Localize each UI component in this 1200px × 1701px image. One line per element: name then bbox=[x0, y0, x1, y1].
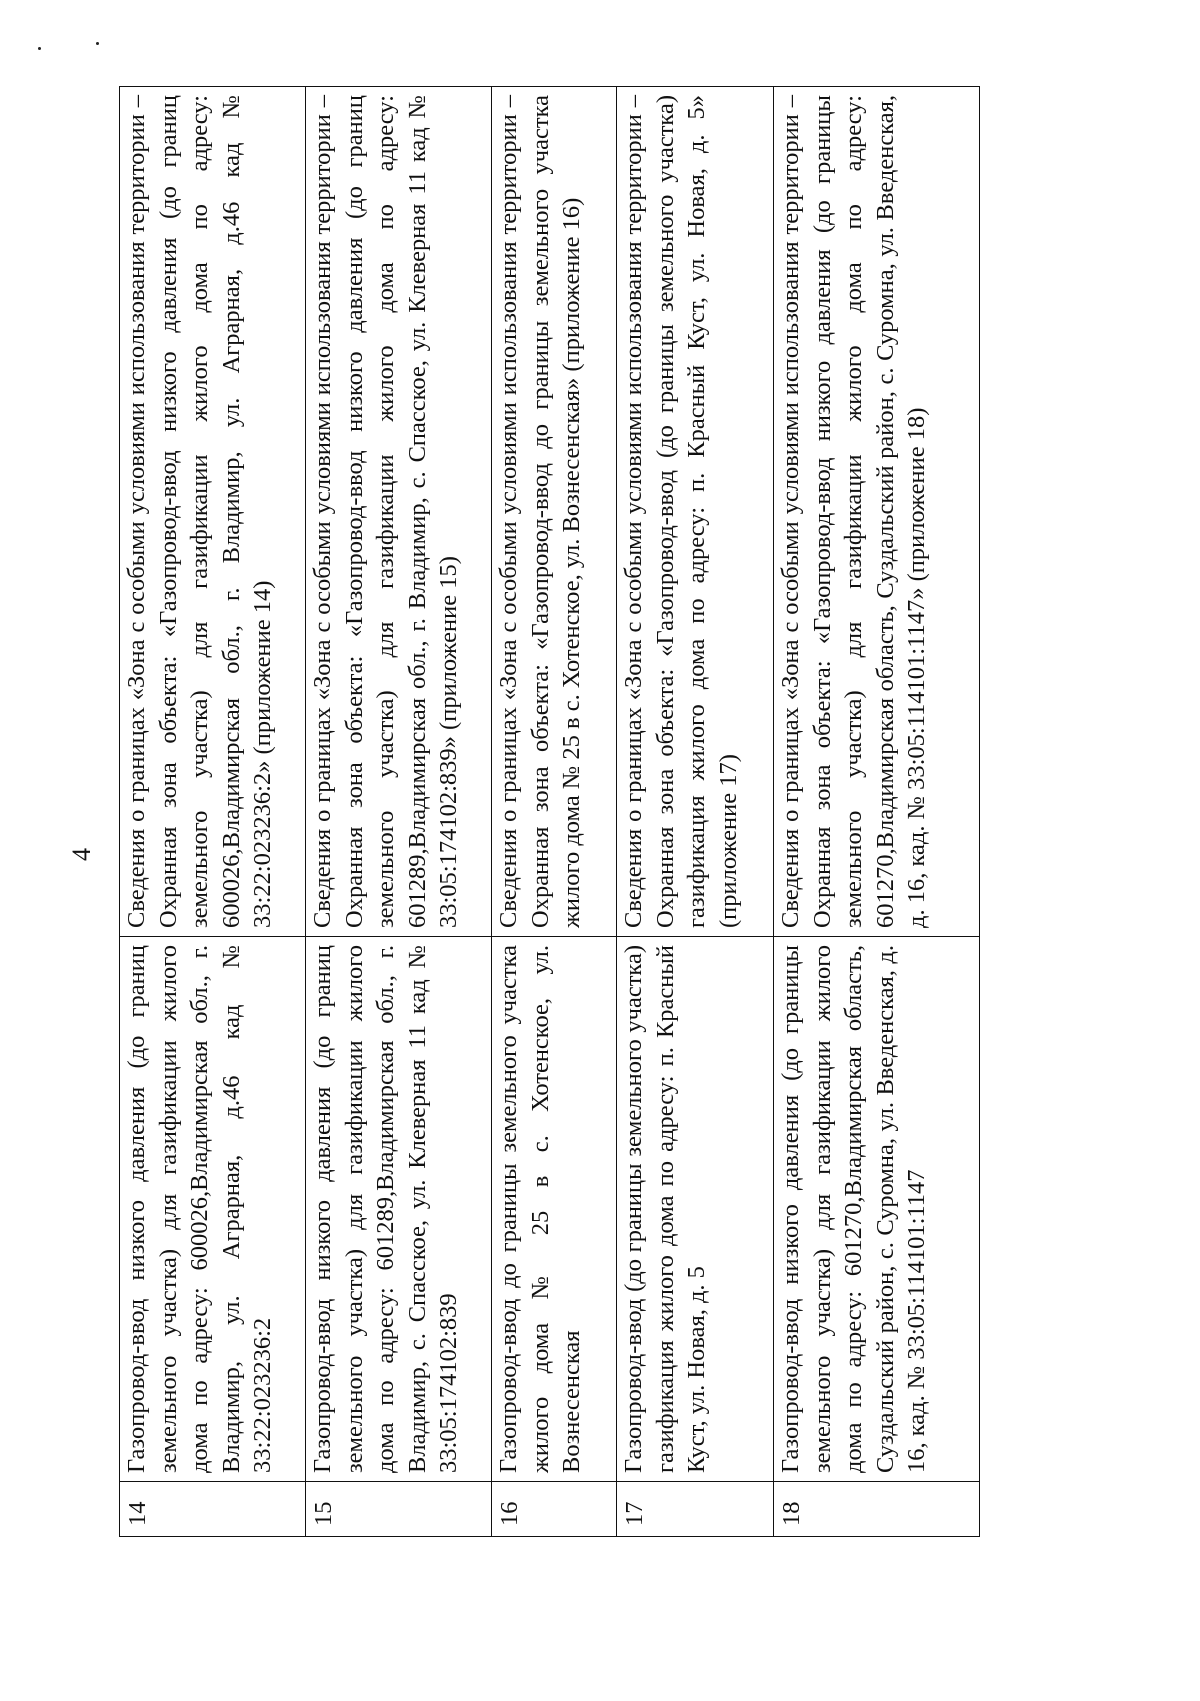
row-number: 18 bbox=[774, 1482, 980, 1537]
table-row bbox=[306, 87, 492, 1537]
scan-speck bbox=[96, 42, 99, 45]
table-row bbox=[774, 87, 980, 1537]
object-description: Газопровод-ввод (до границы земельного участка) газификация жилого дома по адресу: п. Красный Куст, ул. Новая, д. 5 bbox=[617, 937, 774, 1482]
table-row bbox=[492, 87, 617, 1537]
table-row bbox=[617, 87, 774, 1537]
row-number: 14 bbox=[120, 1482, 306, 1537]
zone-description: Сведения о границах «Зона с особыми условиями использования территории – Охранная зона объекта: «Газопровод-ввод низкого давления (до границы земельного участка) для газификации жилого дома по адресу: 601270,Владимирская область, Суздальский район, с. Суромна, ул. Введенская, д. 16, кад. № 33:05:114101:1147» (приложение 18) bbox=[774, 87, 980, 937]
row-number: 15 bbox=[306, 1482, 492, 1537]
zone-description: Сведения о границах «Зона с особыми условиями использования территории – Охранная зона объекта: «Газопровод-ввод низкого давления (до границ земельного участка) для газификации жилого дома по адресу: 601289,Владимирская обл., г. Владимир, с. Спасское, ул. Клеверная 11 кад № 33:05:174102:839» (приложение 15) bbox=[306, 87, 492, 937]
zone-description: Сведения о границах «Зона с особыми условиями использования территории – Охранная зона объекта: «Газопровод-ввод до границы земельного участка жилого дома № 25 в с. Хотенское, ул. Вознесенская» (приложение 16) bbox=[492, 87, 617, 937]
table-row bbox=[120, 87, 306, 1537]
page-number: 4 bbox=[67, 848, 96, 861]
rotated-page bbox=[67, 87, 979, 1537]
objects-table bbox=[119, 86, 980, 1537]
row-number: 17 bbox=[617, 1482, 774, 1537]
zone-description: Сведения о границах «Зона с особыми условиями использования территории – Охранная зона объекта: «Газопровод-ввод низкого давления (до границ земельного участка) для газификации жилого дома по адресу: 600026,Владимирская обл., г. Владимир, ул. Аграрная, д.46 кад № 33:22:023236:2» (приложение 14) bbox=[120, 87, 306, 937]
object-description: Газопровод-ввод до границы земельного участка жилого дома № 25 в с. Хотенское, ул. Вознесенская bbox=[492, 937, 617, 1482]
object-description: Газопровод-ввод низкого давления (до границ земельного участка) для газификации жилого дома по адресу: 600026,Владимирская обл., г. Владимир, ул. Аграрная, д.46 кад № 33:22:023236:2 bbox=[120, 937, 306, 1482]
scan-speck bbox=[38, 47, 41, 50]
zone-description: Сведения о границах «Зона с особыми условиями использования территории – Охранная зона объекта: «Газопровод-ввод (до границы земельного участка) газификация жилого дома по адресу: п. Красный Куст, ул. Новая, д. 5» (приложение 17) bbox=[617, 87, 774, 937]
object-description: Газопровод-ввод низкого давления (до границ земельного участка) для газификации жилого дома по адресу: 601289,Владимирская обл., г. Владимир, с. Спасское, ул. Клеверная 11 кад № 33:05:174102:839 bbox=[306, 937, 492, 1482]
object-description: Газопровод-ввод низкого давления (до границы земельного участка) для газификации жилого дома по адресу: 601270,Владимирская область, Суздальский район, с. Суромна, ул. Введенская, д. 16, кад. № 33:05:114101:1147 bbox=[774, 937, 980, 1482]
row-number: 16 bbox=[492, 1482, 617, 1537]
